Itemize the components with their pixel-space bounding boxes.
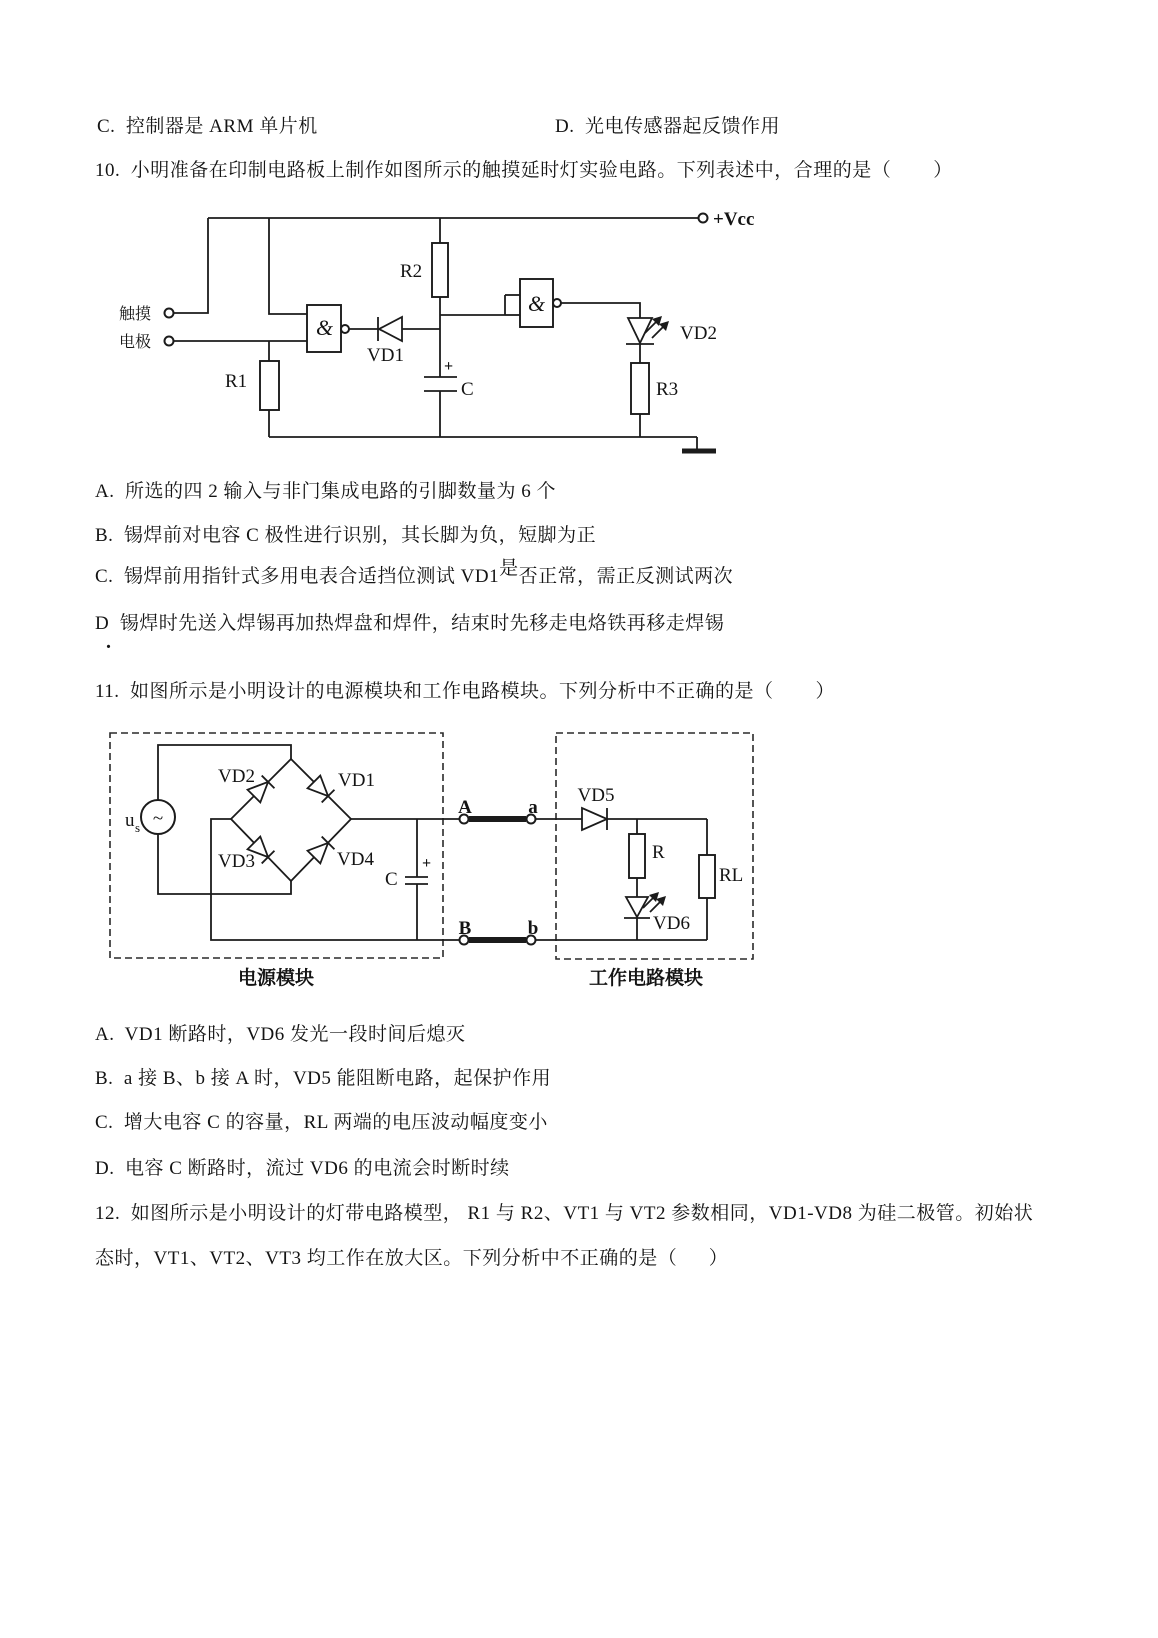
vd1-label: VD1: [367, 345, 404, 366]
q11-option-d: D. 电容 C 断路时，流过 VD6 的电流会时断时续: [95, 1158, 510, 1179]
q10-option-d: D 锡焊时先送入焊锡再加热焊盘和焊件，结束时先移走电烙铁再移走焊锡: [95, 613, 725, 634]
r2-label: R2: [400, 261, 423, 282]
vcc-label: +Vcc: [713, 209, 755, 230]
touch-terminal-lower: [165, 337, 174, 346]
resistor-r: [629, 834, 645, 878]
q11-option-b: B. a 接 B、b 接 A 时，VD5 能阻断电路，起保护作用: [95, 1068, 552, 1089]
terminal-b-label: b: [527, 918, 539, 939]
cap-label: C: [385, 869, 398, 890]
vd1-diode: [379, 317, 402, 341]
q11-option-a: A. VD1 断路时，VD6 发光一段时间后熄灭: [95, 1024, 466, 1045]
resistor-r1: [260, 361, 279, 410]
source-label-sub: s: [135, 820, 141, 835]
power-module-label: 电源模块: [237, 968, 315, 989]
r-label: R: [652, 842, 665, 863]
q9-option-c: C. 控制器是 ARM 单片机: [97, 116, 318, 137]
terminal-a-label: a: [528, 797, 538, 818]
upper-electrode-wire: [174, 218, 208, 313]
working-module-label: 工作电路模块: [588, 968, 704, 989]
touch-label-line1: 触摸: [119, 306, 152, 323]
vd5-diode: [582, 808, 607, 830]
ac-source-tilde: ~: [152, 808, 164, 829]
r1-label: R1: [225, 371, 248, 392]
nand-gate-2-symbol: &: [528, 291, 546, 316]
vd2-label: VD2: [680, 323, 717, 344]
resistor-rl: [699, 855, 715, 898]
q10-option-c-post: 否正常，需正反测试两次: [518, 566, 734, 587]
q12-stem-line1: 12. 如图所示是小明设计的灯带电路模型， R1 与 R2、VT1 与 VT2 参数相同，VD1-VD8 为硅二极管。初始状: [95, 1203, 1034, 1224]
q12-stem-line2: 态时，VT1、VT2、VT3 均工作在放大区。下列分析中不正确的是（ ）: [95, 1248, 729, 1269]
nand-gate-2-output-bubble: [553, 299, 561, 307]
vd5-label: VD5: [577, 785, 615, 806]
source-label: u: [125, 810, 135, 831]
nand-gate-1-output-bubble: [341, 325, 349, 333]
rl-label: RL: [719, 865, 744, 886]
vd1-label: VD1: [338, 770, 375, 791]
resistor-r3: [631, 363, 649, 414]
nand-gate-1-symbol: &: [316, 315, 334, 340]
touch-terminal-upper: [165, 309, 174, 318]
q10-option-c-raised-char: 是: [499, 558, 519, 579]
cap-polarity-plus: +: [444, 358, 454, 375]
cap-polarity-plus: +: [422, 855, 432, 872]
resistor-r2: [432, 243, 448, 297]
terminal-A-label: A: [458, 797, 472, 818]
q10-option-b: B. 锡焊前对电容 C 极性进行识别，其长脚为负，短脚为正: [95, 525, 597, 546]
stray-dot: .: [106, 631, 112, 653]
vd3-label: VD3: [218, 851, 255, 872]
power-and-working-module-circuit-diagram: [95, 725, 775, 995]
q10-option-c: [95, 558, 734, 589]
gate1-upper-input-wire: [269, 218, 307, 314]
touch-label-line2: 电极: [119, 334, 152, 351]
gate2-output-wire: [561, 303, 640, 318]
q10-stem: 10. 小明准备在印制电路板上制作如图所示的触摸延时灯实验电路。下列表述中，合理的是（ ）: [95, 160, 953, 181]
touch-delay-lamp-circuit-diagram: [95, 195, 775, 465]
power-module-box: [110, 733, 443, 958]
r3-label: R3: [656, 379, 679, 400]
q10-option-c-pre: C. 锡焊前用指针式多用电表合适挡位测试 VD1: [95, 566, 500, 587]
vd2-label: VD2: [218, 766, 255, 787]
terminal-B-label: B: [458, 918, 472, 939]
vd6-label: VD6: [653, 913, 690, 934]
cap-label: C: [461, 379, 474, 400]
q11-option-c: C. 增大电容 C 的容量，RL 两端的电压波动幅度变小: [95, 1112, 548, 1133]
q10-option-a: A. 所选的四 2 输入与非门集成电路的引脚数量为 6 个: [95, 481, 556, 502]
q9-option-d: D. 光电传感器起反馈作用: [555, 116, 780, 137]
q11-stem: 11. 如图所示是小明设计的电源模块和工作电路模块。下列分析中不正确的是（ ）: [95, 681, 836, 702]
vcc-terminal: [699, 214, 708, 223]
vd4-label: VD4: [337, 849, 374, 870]
